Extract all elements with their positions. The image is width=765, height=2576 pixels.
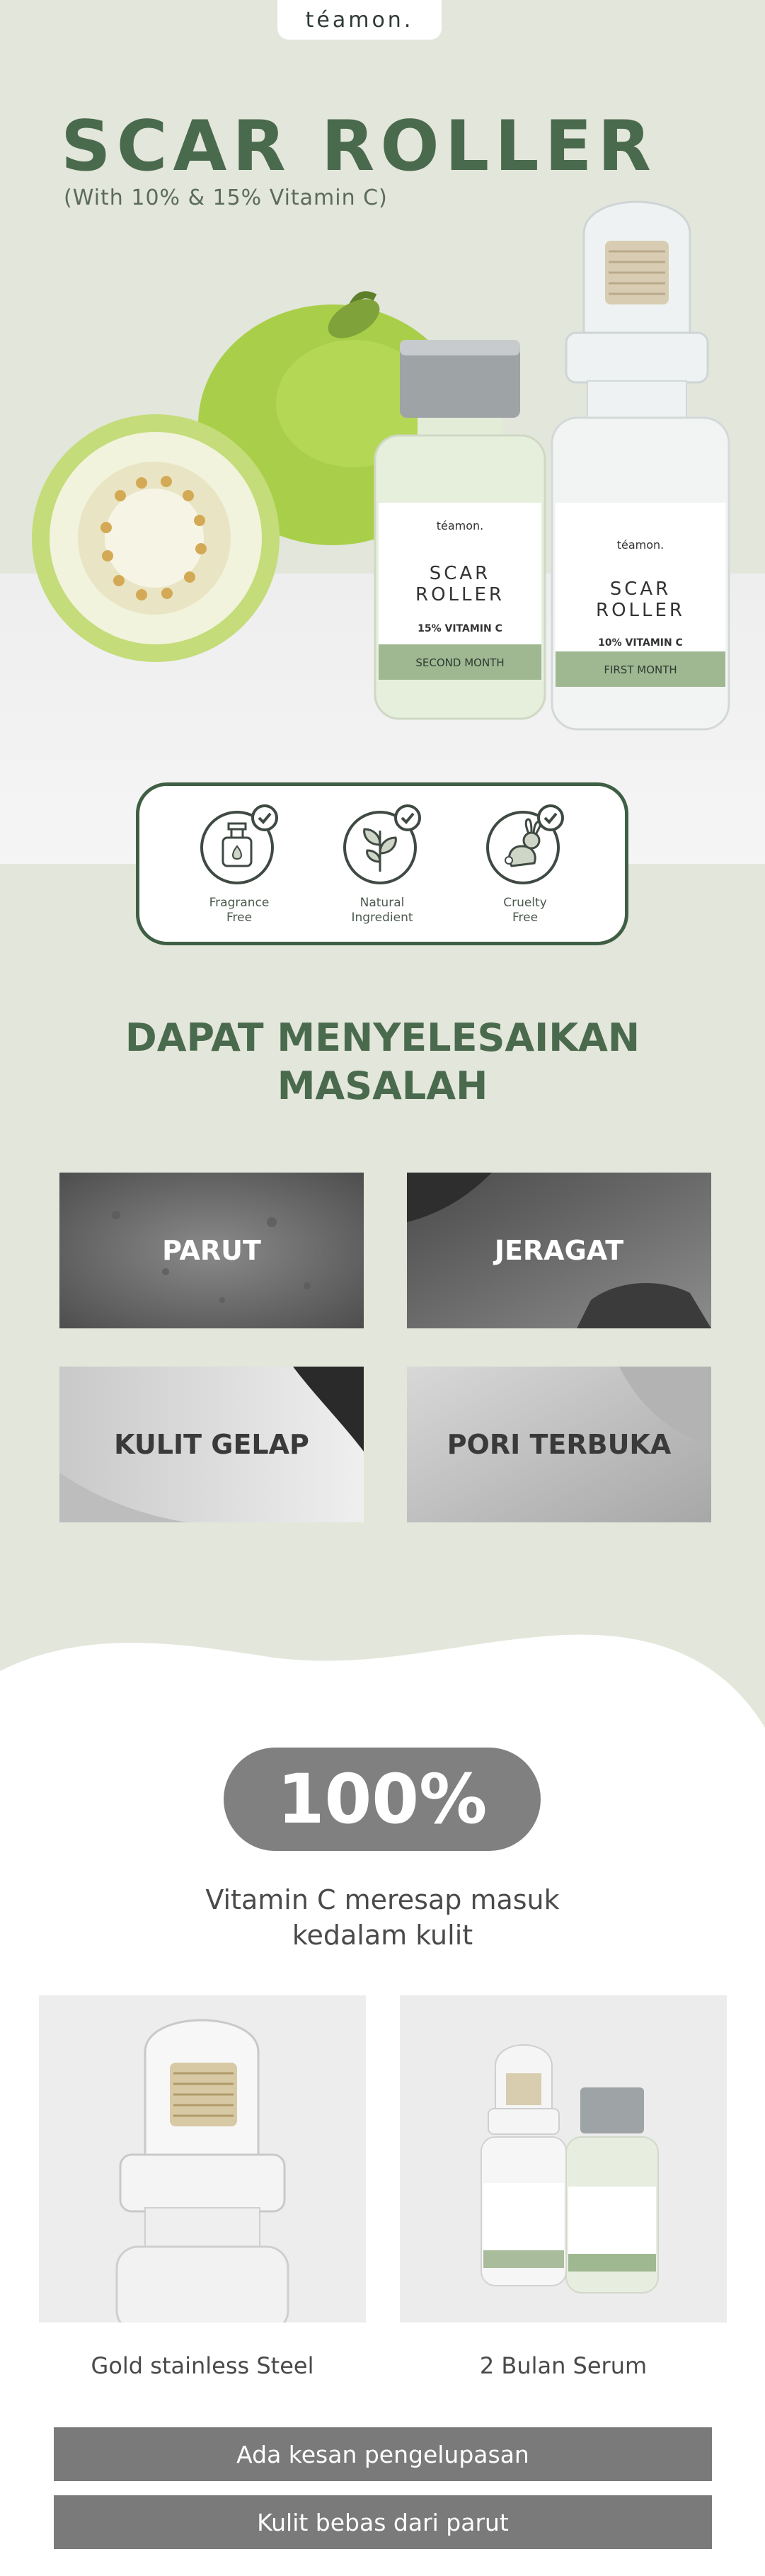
- svg-text:ROLLER: ROLLER: [415, 584, 505, 605]
- badge-cruelty-free: [465, 802, 585, 925]
- perfume-bottle-icon: [196, 802, 282, 889]
- svg-text:téamon.: téamon.: [436, 519, 484, 532]
- benefit-bar-peeling[interactable]: Ada kesan pengelupasan: [54, 2427, 712, 2481]
- svg-text:SECOND MONTH: SECOND MONTH: [415, 656, 505, 669]
- problem-label: PARUT: [162, 1235, 261, 1266]
- benefit-bar-scar-free[interactable]: Kulit bebas dari parut: [54, 2495, 712, 2549]
- hero-subtitle: (With 10% & 15% Vitamin C): [64, 186, 388, 210]
- svg-text:téamon.: téamon.: [616, 538, 665, 552]
- problems-title: DAPAT MENYELESAIKAN MASALAH: [125, 1015, 640, 1108]
- badge-label: Fragrance Free: [209, 896, 270, 925]
- svg-text:15% VITAMIN C: 15% VITAMIN C: [418, 623, 502, 634]
- hero-title: SCAR ROLLER: [61, 106, 657, 187]
- problem-tile-parut[interactable]: [59, 1173, 364, 1328]
- badge-label: Cruelty Free: [503, 896, 547, 925]
- serum-bottles-photo: [400, 1995, 727, 2323]
- badge-label: Natural Ingredient: [351, 896, 413, 925]
- product-image: [21, 191, 750, 765]
- rabbit-icon: [482, 802, 568, 889]
- badge-natural-ingredient: [322, 802, 442, 925]
- absorption-percent-badge: 100%: [224, 1748, 541, 1851]
- brand-logo[interactable]: téamon.: [277, 0, 442, 40]
- problem-tile-pori-terbuka[interactable]: [407, 1367, 711, 1522]
- svg-text:FIRST MONTH: FIRST MONTH: [604, 663, 677, 676]
- badge-fragrance-free: [179, 802, 299, 925]
- serum-bottle-second-month: [375, 340, 545, 719]
- problem-label: KULIT GELAP: [114, 1429, 309, 1460]
- feature-badges-card: [136, 782, 628, 945]
- svg-text:SCAR: SCAR: [609, 579, 672, 600]
- serum-bottle-first-month: [552, 202, 729, 729]
- problem-tile-kulit-gelap[interactable]: [59, 1367, 364, 1522]
- problem-tile-jeragat[interactable]: [407, 1173, 711, 1328]
- feature-caption: Gold stainless Steel: [91, 2352, 314, 2379]
- absorption-text: Vitamin C meresap masuk kedalam kulit: [205, 1884, 560, 1951]
- problem-label: JERAGAT: [494, 1235, 624, 1266]
- roller-head-photo: [39, 1995, 366, 2323]
- svg-text:SCAR: SCAR: [429, 563, 491, 584]
- svg-text:ROLLER: ROLLER: [596, 600, 685, 621]
- leaf-sprout-icon: [339, 802, 425, 889]
- feature-caption: 2 Bulan Serum: [479, 2352, 648, 2379]
- svg-text:10% VITAMIN C: 10% VITAMIN C: [598, 637, 683, 649]
- problem-label: PORI TERBUKA: [447, 1429, 672, 1460]
